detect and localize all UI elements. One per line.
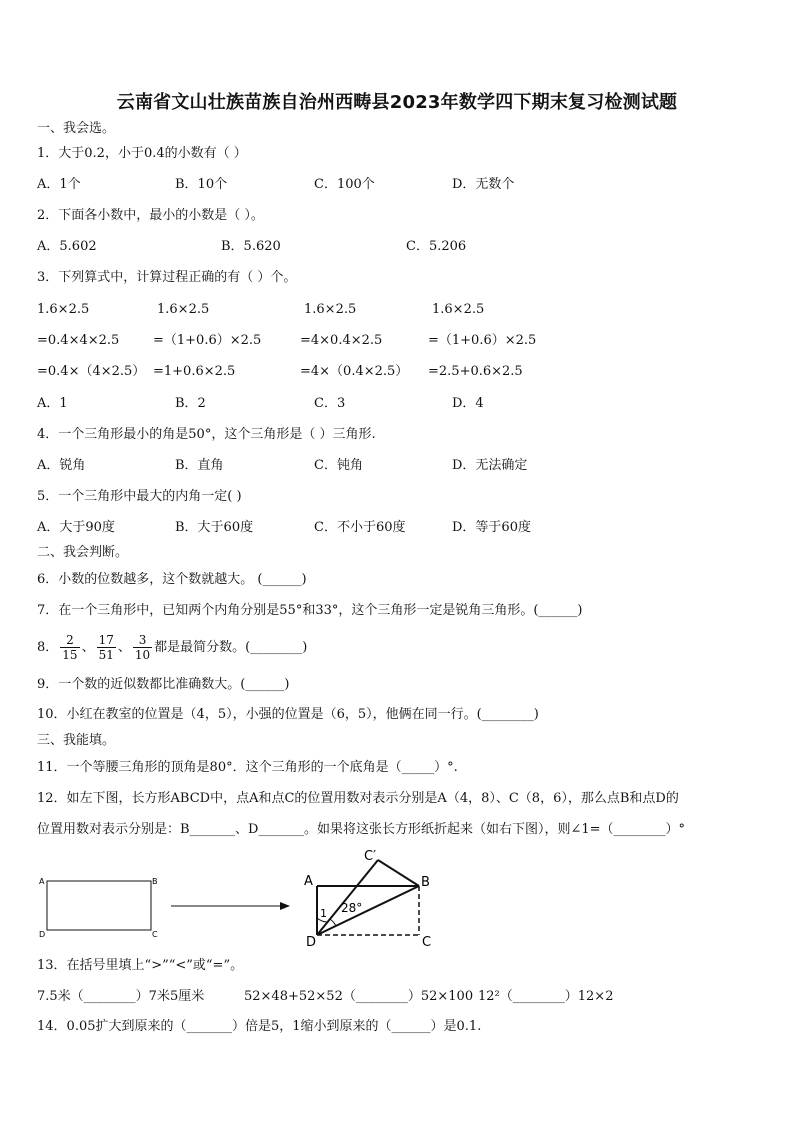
- q3-option-d[interactable]: D．4: [452, 396, 484, 411]
- q8-separator-2: 、: [117, 640, 131, 655]
- q1-option-a[interactable]: A．1个: [37, 177, 81, 192]
- question-6: 6．小数的位数越多，这个数就越大。 (______): [37, 572, 307, 587]
- fraction-2: [97, 633, 116, 662]
- q4-option-d[interactable]: D．无法确定: [452, 458, 528, 473]
- q5-option-a[interactable]: A．大于90度: [37, 520, 115, 535]
- q8-separator-1: 、: [81, 640, 95, 655]
- fraction-1: [60, 633, 79, 662]
- question-2: 2．下面各小数中，最小的小数是（ ）。: [37, 208, 264, 223]
- q1-option-c[interactable]: C．100个: [314, 177, 375, 192]
- edge-cprime-b: [378, 860, 419, 886]
- question-12-line-1: 12．如左下图，长方形ABCD中，点A和点C的位置用数对表示分别是A（4，8）、C（8，6），那么点B和点D的: [37, 791, 679, 806]
- question-13: 13．在括号里填上“>”“<”或“=”。: [37, 958, 244, 973]
- question-3: 3．下列算式中，计算过程正确的有（ ）个。: [37, 270, 297, 285]
- q4-option-c[interactable]: C．钝角: [314, 458, 363, 473]
- q3-option-c[interactable]: C．3: [314, 396, 346, 411]
- q3-expr-b3: =1+0.6×2.5: [153, 364, 236, 379]
- fraction-3: [133, 633, 152, 662]
- question-4: 4．一个三角形最小的角是50°，这个三角形是（ ）三角形.: [37, 427, 376, 442]
- right-label-a: A: [304, 874, 313, 889]
- q13-item-1: 7.5米（________）7米5厘米: [37, 989, 205, 1004]
- fraction-2-denominator: 51: [98, 648, 114, 662]
- q5-option-b[interactable]: B．大于60度: [175, 520, 254, 535]
- q13-item-3: 12²（________）12×2: [478, 989, 614, 1004]
- question-14: 14．0.05扩大到原来的（_______）倍是5，1缩小到原来的（______）是0.1.: [37, 1019, 482, 1034]
- q5-option-c[interactable]: C．不小于60度: [314, 520, 406, 535]
- section-heading-3: 三、我能填。: [37, 733, 116, 748]
- q4-option-a[interactable]: A．锐角: [37, 458, 86, 473]
- fraction-3-numerator: 3: [133, 633, 152, 648]
- question-8: [37, 628, 307, 668]
- q4-option-b[interactable]: B．直角: [175, 458, 224, 473]
- q5-option-d[interactable]: D．等于60度: [452, 520, 531, 535]
- right-label-cprime: C′: [364, 849, 377, 864]
- left-label-d: D: [39, 930, 46, 939]
- question-7: 7．在一个三角形中，已知两个内角分别是55°和33°，这个三角形一定是锐角三角形。(______): [37, 603, 583, 618]
- q3-expr-d3: =2.5+0.6×2.5: [428, 364, 523, 379]
- angle-28-label: 28°: [341, 901, 363, 915]
- page-title: 云南省文山壮族苗族自治州西畴县2023年数学四下期末复习检测试题: [116, 92, 678, 113]
- q3-option-b[interactable]: B．2: [175, 396, 206, 411]
- left-label-c: C: [152, 930, 158, 939]
- angle-1-label: 1: [320, 907, 327, 920]
- fraction-1-numerator: 2: [60, 633, 79, 648]
- q2-option-a[interactable]: A．5.602: [37, 239, 97, 254]
- q2-option-c[interactable]: C．5.206: [406, 239, 467, 254]
- fraction-1-denominator: 15: [62, 648, 78, 662]
- q8-prefix: 8．: [37, 640, 59, 655]
- q3-expr-b1: 1.6×2.5: [157, 302, 210, 317]
- right-label-c: C: [422, 935, 432, 950]
- fraction-3-denominator: 10: [134, 648, 151, 662]
- q3-option-a[interactable]: A．1: [37, 396, 68, 411]
- q3-expr-a1: 1.6×2.5: [37, 302, 90, 317]
- q8-suffix: 都是最简分数。(________): [154, 640, 308, 655]
- question-11: 11．一个等腰三角形的顶角是80°．这个三角形的一个底角是（_____）°.: [37, 760, 458, 775]
- question-10: 10．小红在教室的位置是（4，5），小强的位置是（6，5），他俩在同一行。(________): [37, 707, 539, 722]
- q3-expr-d1: 1.6×2.5: [432, 302, 485, 317]
- arrow-head: [280, 902, 290, 910]
- q12-figures: [0, 840, 794, 955]
- q13-item-2: 52×48+52×52（________）52×100: [244, 989, 474, 1004]
- edge-dcprime: [317, 860, 378, 935]
- question-1: 1．大于0.2，小于0.4的小数有（ ）: [37, 146, 247, 161]
- q3-expr-d2: =（1+0.6）×2.5: [428, 333, 537, 348]
- q3-expr-c3: =4×（0.4×2.5）: [300, 364, 409, 379]
- left-label-b: B: [152, 877, 158, 886]
- right-label-d: D: [306, 935, 317, 950]
- question-9: 9．一个数的近似数都比准确数大。(______): [37, 677, 290, 692]
- rectangle-abcd: [47, 881, 151, 930]
- section-heading-2: 二、我会判断。: [37, 545, 129, 560]
- section-heading-1: 一、我会选。: [37, 121, 116, 136]
- q3-expr-c2: =4×0.4×2.5: [300, 333, 383, 348]
- left-label-a: A: [39, 877, 45, 886]
- fraction-2-numerator: 17: [98, 633, 114, 647]
- angle-28-arc: [330, 919, 336, 926]
- q1-option-d[interactable]: D．无数个: [452, 177, 515, 192]
- q1-option-b[interactable]: B．10个: [175, 177, 228, 192]
- q3-expr-b2: =（1+0.6）×2.5: [153, 333, 262, 348]
- question-5: 5．一个三角形中最大的内角一定( ): [37, 489, 242, 504]
- question-12-line-2: 位置用数对表示分别是：B_______、D_______。如果将这张长方形纸折起来（如右下图），则∠1=（________）°: [37, 822, 686, 837]
- right-label-b: B: [421, 875, 430, 890]
- q3-expr-a3: =0.4×（4×2.5）: [37, 364, 146, 379]
- fold-line-db: [317, 886, 419, 935]
- q3-expr-a2: =0.4×4×2.5: [37, 333, 120, 348]
- q2-option-b[interactable]: B．5.620: [221, 239, 281, 254]
- q3-expr-c1: 1.6×2.5: [304, 302, 357, 317]
